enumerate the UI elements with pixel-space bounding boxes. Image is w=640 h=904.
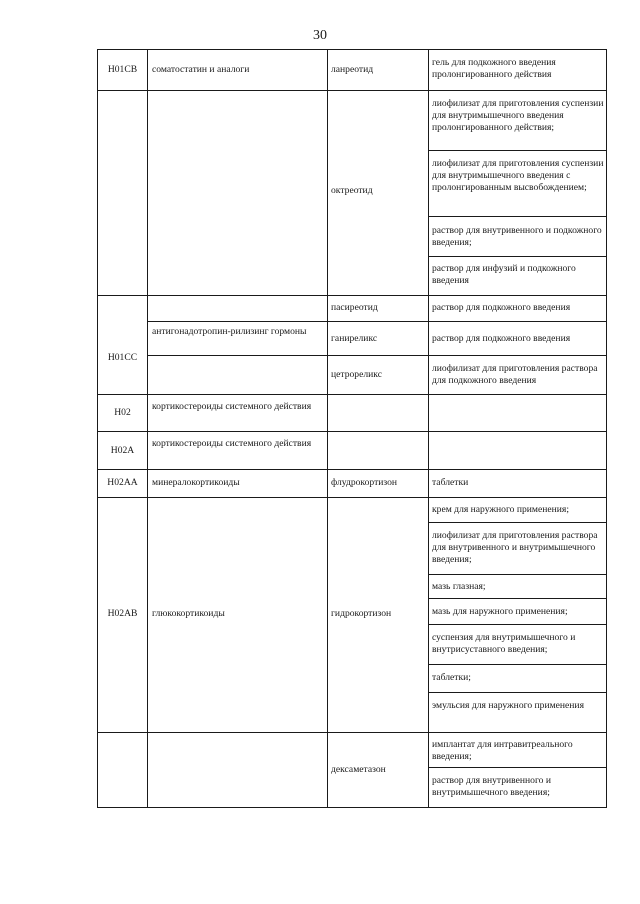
dosage-form: раствор для инфузий и подкожного введения xyxy=(432,263,576,286)
atc-code: H01CB xyxy=(107,64,138,75)
table-border xyxy=(428,767,607,768)
table-border xyxy=(147,321,607,322)
drug-name: дексаметазон xyxy=(331,764,386,775)
group-name: кортикостероиды системного действия xyxy=(152,438,312,449)
table-border xyxy=(428,574,607,575)
table-border xyxy=(97,90,607,91)
table-border xyxy=(428,216,607,217)
table-border xyxy=(97,49,98,808)
dosage-form: мазь глазная; xyxy=(432,581,486,592)
atc-code: H02A xyxy=(110,445,135,456)
dosage-form: таблетки; xyxy=(432,672,471,683)
drug-name: гидрокортизон xyxy=(331,608,392,619)
table-border xyxy=(147,355,607,356)
group-name: соматостатин и аналоги xyxy=(152,64,250,75)
table-border xyxy=(97,295,607,296)
table-border xyxy=(428,598,607,599)
dosage-form: таблетки xyxy=(432,477,469,488)
table-border xyxy=(97,807,607,808)
group-name: кортикостероиды системного действия xyxy=(152,401,312,412)
dosage-form: лиофилизат для приготовления суспензии для внутримышечного введения пролонгированного действия; xyxy=(432,98,604,133)
table-border xyxy=(97,497,607,498)
drug-name: пасиреотид xyxy=(331,302,378,313)
dosage-form: раствор для подкожного введения xyxy=(432,302,571,313)
table-border xyxy=(97,49,607,50)
dosage-form: лиофилизат для приготовления суспензии для внутримышечного введения с пролонгированным высвобождением; xyxy=(432,158,604,193)
drug-name: октреотид xyxy=(331,185,373,196)
table-border xyxy=(428,624,607,625)
table-border xyxy=(428,49,429,808)
drug-name: цетрореликс xyxy=(331,369,382,380)
table-border xyxy=(428,150,607,151)
group-name: глюкокортикоиды xyxy=(152,608,225,619)
table-border xyxy=(428,522,607,523)
table-border xyxy=(97,732,607,733)
dosage-form: гель для подкожного введения пролонгированного действия xyxy=(432,57,556,80)
atc-code: H02AB xyxy=(107,608,138,619)
drug-name: ганиреликс xyxy=(331,333,378,344)
table-border xyxy=(147,49,148,808)
atc-code: H02 xyxy=(114,407,131,418)
table-border xyxy=(428,256,607,257)
dosage-form: эмульсия для наружного применения xyxy=(432,700,584,711)
drug-name: флудрокортизон xyxy=(331,477,398,488)
page-number: 30 xyxy=(313,28,327,43)
dosage-form: раствор для внутривенного и подкожного введения; xyxy=(432,225,602,248)
dosage-form: крем для наружного применения; xyxy=(432,504,569,515)
table-border xyxy=(97,431,607,432)
dosage-form: имплантат для интравитреального введения; xyxy=(432,739,573,762)
dosage-form: лиофилизат для приготовления раствора для подкожного введения xyxy=(432,363,598,386)
table-border xyxy=(606,49,607,808)
drug-name: ланреотид xyxy=(331,64,374,75)
dosage-form: раствор для подкожного введения xyxy=(432,333,571,344)
group-name: минералокортикоиды xyxy=(152,477,240,488)
table-border xyxy=(428,692,607,693)
table-border xyxy=(428,664,607,665)
table-border xyxy=(97,394,607,395)
dosage-form: суспензия для внутримышечного и внутрисуставного введения; xyxy=(432,632,576,655)
dosage-form: раствор для внутривенного и внутримышечного введения; xyxy=(432,775,551,798)
table-border xyxy=(327,49,328,808)
group-name: антигонадотропин-рилизинг гормоны xyxy=(152,326,307,337)
dosage-form: мазь для наружного применения; xyxy=(432,606,568,617)
atc-code: H01CC xyxy=(107,352,138,363)
dosage-form: лиофилизат для приготовления раствора для внутривенного и внутримышечного введения; xyxy=(432,530,598,565)
table-border xyxy=(97,469,607,470)
atc-code: H02AA xyxy=(107,477,138,488)
